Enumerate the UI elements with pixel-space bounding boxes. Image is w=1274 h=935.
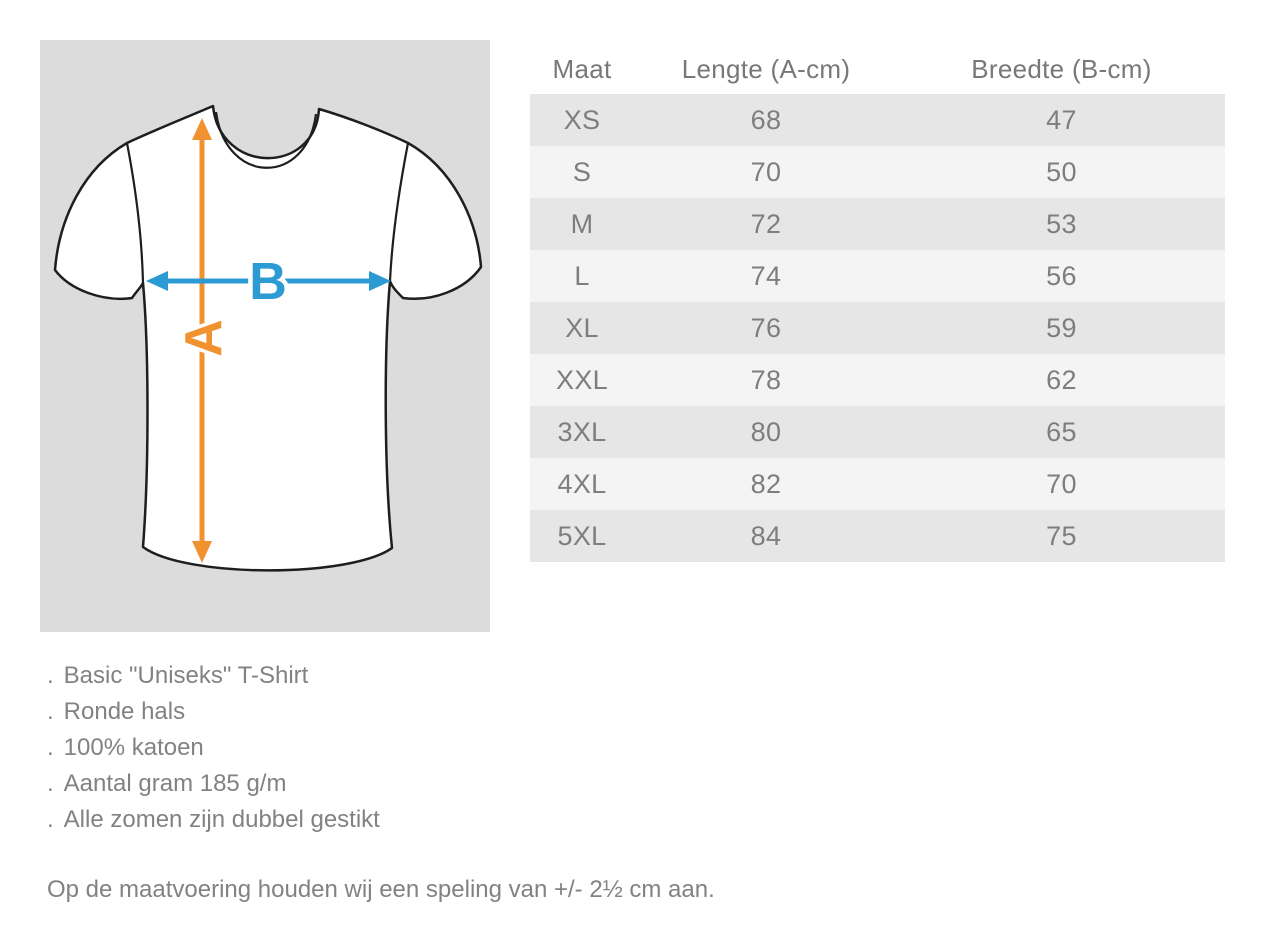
- detail-item: [47, 802, 380, 838]
- detail-item: [47, 658, 380, 694]
- bullet-dot: .: [47, 662, 54, 689]
- table-row: [530, 198, 1225, 250]
- cell-width: 75: [1046, 520, 1077, 551]
- cell-length: 80: [750, 416, 782, 447]
- tshirt-diagram: [40, 40, 490, 632]
- cell-length: 70: [750, 156, 782, 187]
- cell-size: L: [574, 260, 590, 291]
- detail-text: Basic "Uniseks" T-Shirt: [63, 662, 309, 689]
- detail-text: Alle zomen zijn dubbel gestikt: [63, 806, 380, 833]
- cell-length: 84: [750, 520, 782, 551]
- cell-size: S: [572, 156, 592, 187]
- measure-label-b: B: [249, 253, 287, 311]
- cell-width: 56: [1046, 260, 1077, 291]
- bullet-dot: .: [47, 806, 54, 833]
- cell-width: 47: [1046, 104, 1077, 135]
- bullet-dot: .: [47, 770, 54, 797]
- cell-size: XL: [565, 312, 599, 343]
- cell-size: 3XL: [557, 416, 607, 447]
- detail-text: Ronde hals: [63, 698, 186, 725]
- table-row: [530, 406, 1225, 458]
- product-details: [47, 658, 380, 838]
- cell-width: 50: [1046, 156, 1077, 187]
- table-header-row: [530, 44, 1225, 94]
- cell-length: 68: [750, 104, 782, 135]
- tshirt-outline: [55, 106, 481, 570]
- cell-width: 53: [1046, 208, 1077, 239]
- table-row: [530, 146, 1225, 198]
- cell-width: 70: [1046, 468, 1077, 499]
- cell-size: M: [570, 208, 594, 239]
- bullet-dot: .: [47, 734, 54, 761]
- table-row: [530, 302, 1225, 354]
- cell-size: XXL: [556, 364, 608, 395]
- column-header-maat: Maat: [552, 53, 612, 84]
- detail-text: Aantal gram 185 g/m: [63, 770, 287, 797]
- table-row: [530, 250, 1225, 302]
- table-row: [530, 458, 1225, 510]
- cell-size: XS: [563, 104, 601, 135]
- cell-size: 5XL: [557, 520, 607, 551]
- cell-length: 76: [750, 312, 782, 343]
- detail-item: [47, 694, 380, 730]
- cell-size: 4XL: [557, 468, 607, 499]
- cell-length: 74: [750, 260, 782, 291]
- table-row: [530, 354, 1225, 406]
- cell-length: 72: [750, 208, 782, 239]
- measure-label-a: A: [175, 319, 233, 357]
- cell-length: 78: [750, 364, 782, 395]
- detail-text: 100% katoen: [63, 734, 204, 761]
- size-table: [530, 44, 1225, 562]
- detail-item: [47, 766, 380, 802]
- column-header-breedte: Breedte (B-cm): [971, 53, 1152, 84]
- bullet-dot: .: [47, 698, 54, 725]
- size-diagram-panel: [40, 40, 490, 632]
- cell-width: 59: [1046, 312, 1077, 343]
- cell-length: 82: [750, 468, 782, 499]
- tolerance-note: Op de maatvoering houden wij een speling van +/- 2½ cm aan.: [47, 876, 715, 903]
- cell-width: 65: [1046, 416, 1077, 447]
- table-row: [530, 510, 1225, 562]
- table-row: [530, 94, 1225, 146]
- detail-item: [47, 730, 380, 766]
- column-header-lengte: Lengte (A-cm): [681, 53, 851, 84]
- cell-width: 62: [1046, 364, 1077, 395]
